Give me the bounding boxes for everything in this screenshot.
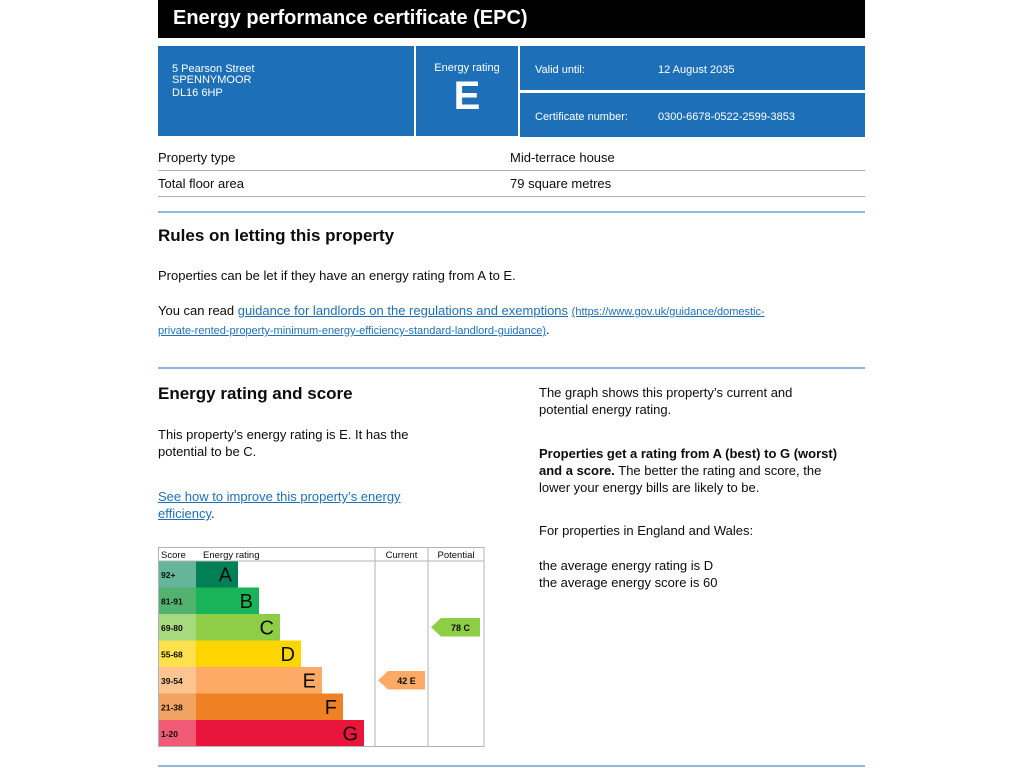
graph-header-energy-rating: Energy rating [203,550,260,561]
graph-header-score: Score [161,550,186,561]
band-letter-G: G [342,723,358,746]
band-letter-B: B [239,590,253,613]
band-score-range-A: 92+ [161,569,176,580]
improve-efficiency-link[interactable] [158,489,401,521]
guidance-link[interactable]: guidance for landlords on the regulations and exemptions [237,303,569,318]
band-letter-C: C [259,617,274,640]
score-heading: Energy rating and score [158,384,353,403]
rating-explanation-bold-2: and a score. [539,463,615,478]
band-letter-D: D [280,643,295,666]
address-panel [158,46,414,136]
rating-summary [158,426,478,460]
improve-period: . [211,506,215,521]
energy-rating-panel [416,46,518,136]
guidance-period: . [546,322,550,337]
band-score-range-B: 81-91 [161,596,183,607]
band-score-range-F: 21-38 [161,702,183,713]
graph-header-potential: Potential [437,550,475,561]
floor-area-label: Total floor area [158,176,244,191]
band-score-range-E: 39-54 [161,675,183,686]
rating-summary-line-1: This property’s energy rating is E. It has the [158,427,409,442]
certificate-number-value: 0300-6678-0522-2599-3853 [658,111,796,123]
band-score-range-G: 1-20 [161,728,179,739]
rating-explanation-line-3: lower your energy bills are likely to be. [539,480,760,495]
valid-until-panel [520,46,865,90]
band-bar-G [196,720,364,747]
valid-until-value: 12 August 2035 [658,64,735,76]
address-line-2: SPENNYMOOR [172,74,252,86]
band-score-range-D: 55-68 [161,649,183,660]
valid-until-label: Valid until: [535,64,585,76]
letting-rule-text: Properties can be let if they have an energy rating from A to E. [158,268,516,283]
graph-description-line-2: potential energy rating. [539,402,672,417]
section-divider [158,765,865,767]
band-letter-F: F [324,696,337,719]
letting-heading: Rules on letting this property [158,226,395,245]
address-line-3: DL16 6HP [172,87,223,99]
page-header [158,0,865,38]
band-bar-F [196,694,343,721]
property-type-row [158,145,865,171]
energy-rating-label: Energy rating [434,62,500,74]
rating-explanation-rest-1: The better the rating and score, the [614,463,822,478]
graph-description-line-1: The graph shows this property’s current and [539,385,793,400]
floor-area-value: 79 square metres [510,176,612,191]
improve-link-line-1: See how to improve this property’s energy [158,489,401,504]
certificate-number-label: Certificate number: [535,111,628,123]
average-rating-text: the average energy rating is D [539,558,714,573]
rating-summary-line-2: potential to be C. [158,444,257,459]
band-letter-E: E [302,670,316,693]
graph-header-current: Current [385,550,418,561]
band-letter-A: A [218,564,232,587]
improve-paragraph [158,488,478,522]
property-type-value: Mid-terrace house [510,150,615,165]
section-divider [158,367,865,369]
graph-description [539,384,865,418]
guidance-url-part-2: private-rented-property-minimum-energy-efficiency-standard-landlord-guidance) [158,325,547,337]
property-type-label: Property type [158,150,236,165]
england-wales-text: For properties in England and Wales: [539,523,754,538]
page-title: Energy performance certificate (EPC) [173,7,528,29]
certificate-number-panel [520,93,865,137]
average-info [539,557,865,591]
address-line-1: 5 Pearson Street [172,63,255,75]
band-score-range-C: 69-80 [161,622,183,633]
improve-link-line-2: efficiency [158,506,211,521]
rating-explanation-bold-1: Properties get a rating from A (best) to G (worst) [539,446,838,461]
average-score-text: the average energy score is 60 [539,575,718,590]
potential-rating-label: 78 C [450,622,471,633]
guidance-url-part-1: (https://www.gov.uk/guidance/domestic- [571,306,765,318]
floor-area-row [158,171,865,197]
guidance-prefix: You can read [158,303,238,318]
guidance-paragraph [158,302,865,340]
current-rating-label: 42 E [397,675,416,686]
energy-rating-letter: E [453,74,481,118]
rating-explanation [539,445,865,496]
section-divider [158,211,865,213]
energy-rating-graph [158,547,485,748]
